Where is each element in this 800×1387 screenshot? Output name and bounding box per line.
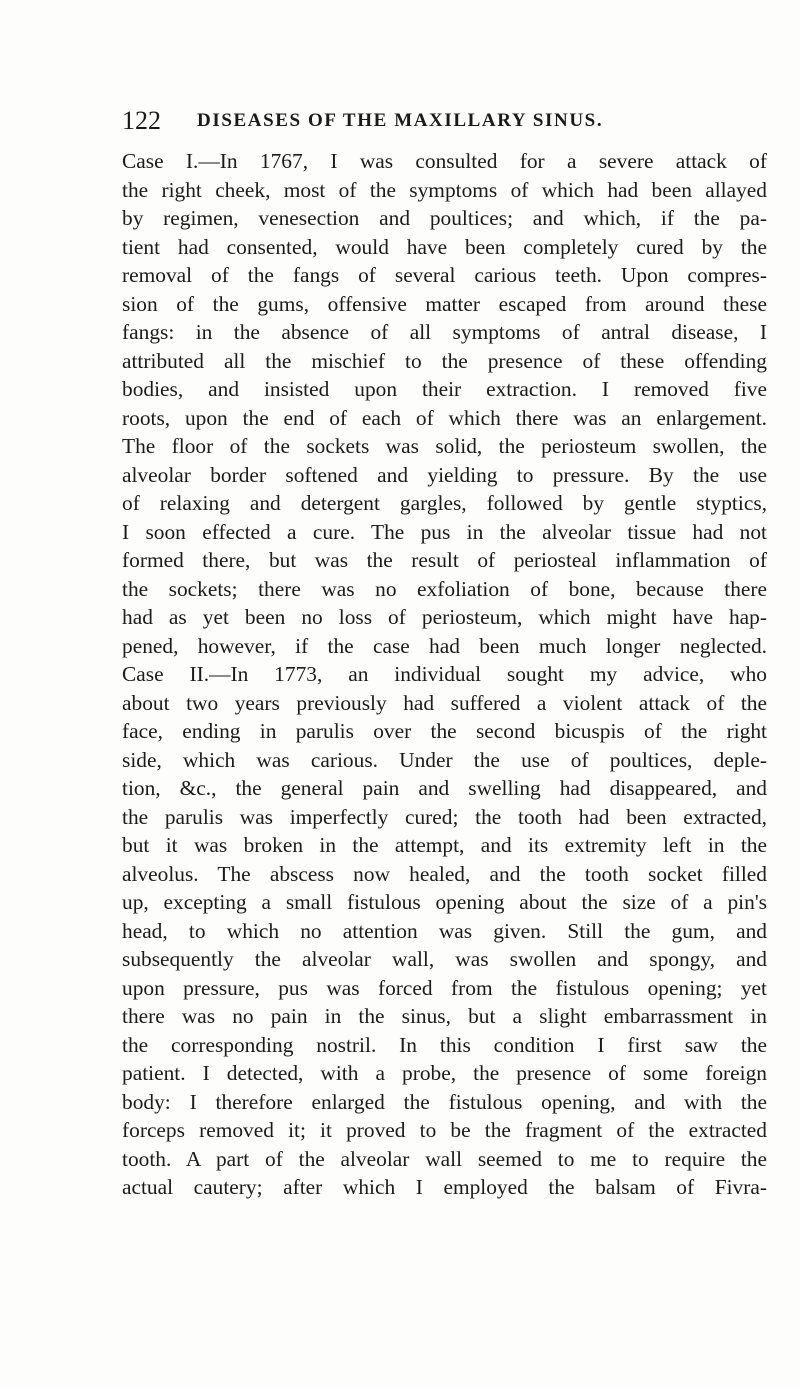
page-header: [122, 104, 762, 138]
text-line: had as yet been no loss of periosteum, which might have hap-: [122, 605, 767, 629]
text-line: I soon effected a cure. The pus in the alveolar tissue had not: [122, 519, 767, 544]
text-line: upon pressure, pus was forced from the fistulous opening; yet: [122, 975, 767, 1000]
text-line: actual cautery; after which I employed the balsam of Fivra-: [122, 1175, 767, 1199]
text-line: up, excepting a small fistulous opening about the size of a pin's: [122, 890, 767, 914]
running-title: DISEASES OF THE MAXILLARY SINUS.: [197, 110, 604, 131]
text-line: pened, however, if the case had been much longer neglected.: [122, 633, 767, 658]
text-line: there was no pain in the sinus, but a slight embarrassment in: [122, 1004, 767, 1028]
text-line: forceps removed it; it proved to be the fragment of the extracted: [122, 1118, 767, 1142]
text-line: the right cheek, most of the symptoms of which had been allayed: [122, 177, 767, 202]
text-line: patient. I detected, with a probe, the presence of some foreign: [122, 1061, 767, 1085]
text-line: by regimen, venesection and poultices; and which, if the pa-: [122, 206, 767, 230]
text-line: the sockets; there was no exfoliation of bone, because there: [122, 576, 767, 601]
text-line: attributed all the mischief to the presence of these offending: [122, 348, 767, 373]
text-line: the parulis was imperfectly cured; the tooth had been extracted,: [122, 804, 767, 829]
text-line: The floor of the sockets was solid, the periosteum swollen, the: [122, 434, 767, 458]
body-text: [122, 147, 767, 1202]
text-line: face, ending in parulis over the second bicuspis of the right: [122, 719, 767, 743]
text-line: sion of the gums, offensive matter escaped from around these: [122, 291, 767, 316]
text-line: bodies, and insisted upon their extraction. I removed five: [122, 377, 767, 401]
page-number: 122: [122, 106, 161, 135]
text-line: the corresponding nostril. In this condition I first saw the: [122, 1032, 767, 1057]
text-line: alveolar border softened and yielding to pressure. By the use: [122, 462, 767, 487]
text-line: head, to which no attention was given. Still the gum, and: [122, 918, 767, 943]
text-line: tion, &c., the general pain and swelling had disappeared, and: [122, 776, 767, 800]
text-line: Case II.—In 1773, an individual sought my advice, who: [122, 662, 767, 686]
text-line: removal of the fangs of several carious teeth. Upon compres-: [122, 263, 767, 287]
text-line: but it was broken in the attempt, and its extremity left in the: [122, 833, 767, 857]
text-line: roots, upon the end of each of which there was an enlargement.: [122, 405, 767, 430]
text-line: body: I therefore enlarged the fistulous opening, and with the: [122, 1089, 767, 1114]
text-line: about two years previously had suffered a violent attack of the: [122, 690, 767, 715]
text-line: tient had consented, would have been completely cured by the: [122, 234, 767, 259]
text-line: alveolus. The abscess now healed, and the tooth socket filled: [122, 861, 767, 886]
text-line: subsequently the alveolar wall, was swollen and spongy, and: [122, 947, 767, 971]
text-line: formed there, but was the result of periosteal inflammation of: [122, 548, 767, 572]
text-line: Case I.—In 1767, I was consulted for a severe attack of: [122, 149, 767, 173]
text-line: fangs: in the absence of all symptoms of antral disease, I: [122, 320, 767, 344]
text-line: of relaxing and detergent gargles, followed by gentle styptics,: [122, 491, 767, 515]
text-line: tooth. A part of the alveolar wall seemed to me to require the: [122, 1146, 767, 1171]
text-line: side, which was carious. Under the use of poultices, deple-: [122, 747, 767, 772]
